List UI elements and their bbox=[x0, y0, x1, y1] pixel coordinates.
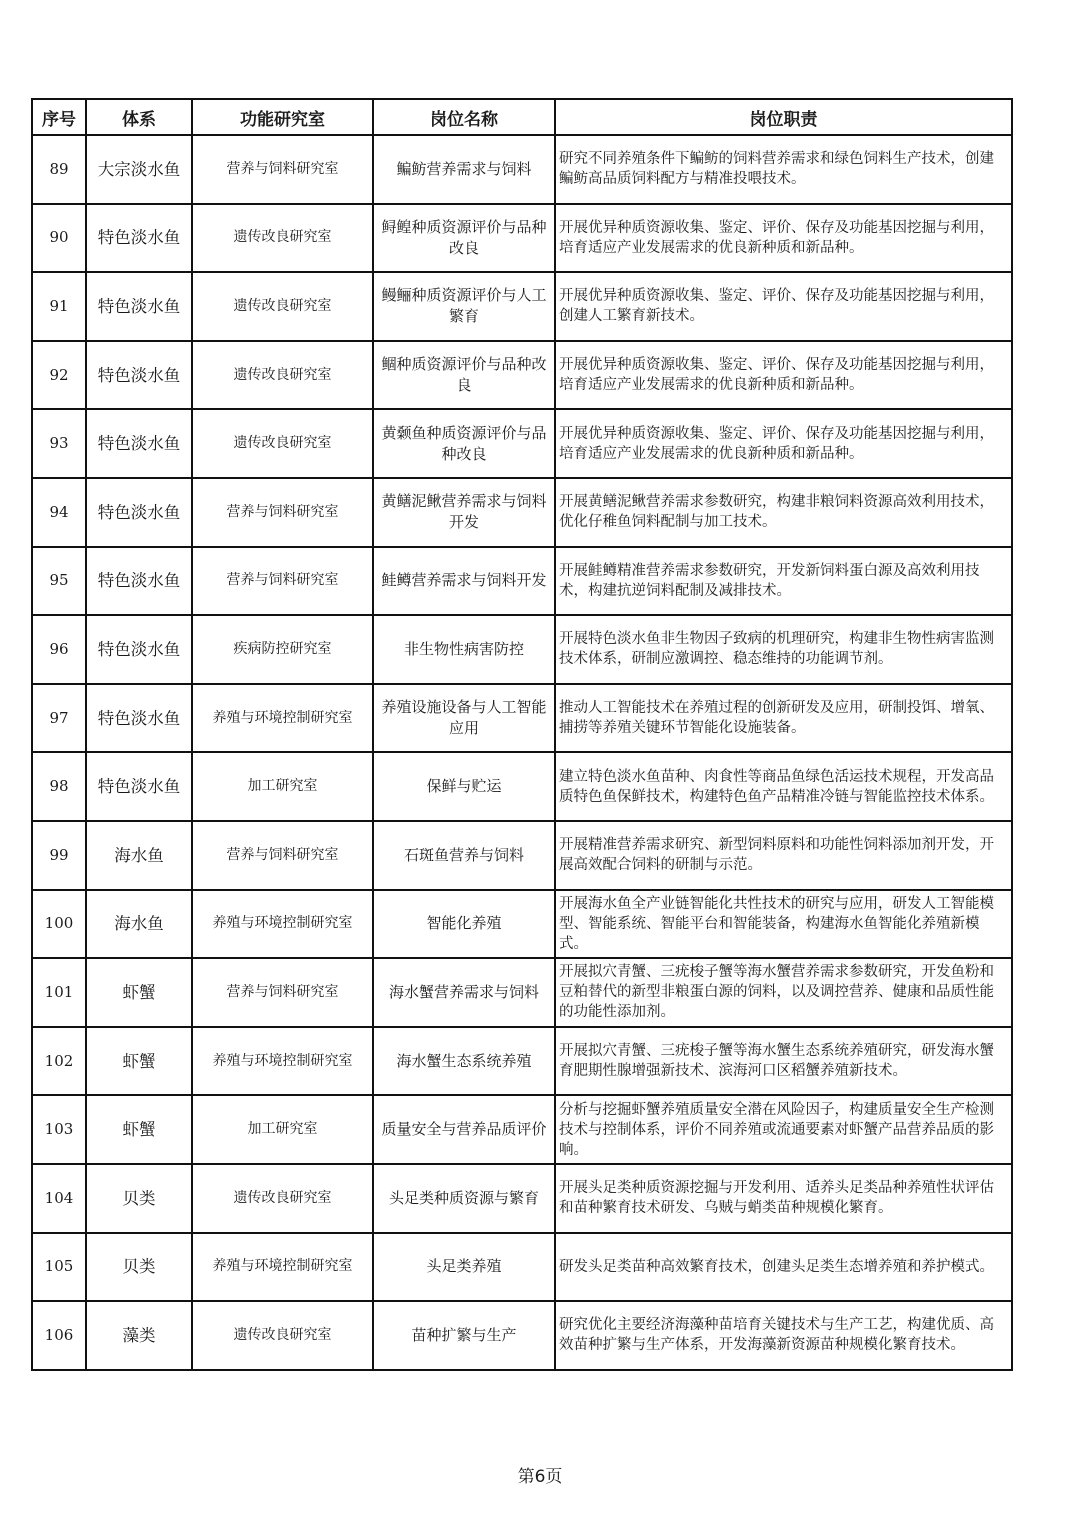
page-number: 第6页 bbox=[517, 1467, 563, 1487]
cell-system: 贝类 bbox=[86, 1164, 192, 1233]
table-row bbox=[32, 684, 1012, 753]
cell-no: 98 bbox=[32, 752, 86, 821]
cell-duty: 开展优异种质资源收集、鉴定、评价、保存及功能基因挖掘与利用，创建人工繁育新技术。 bbox=[555, 272, 1012, 341]
cell-duty: 开展黄鳝泥鳅营养需求参数研究，构建非粮饲料资源高效利用技术，优化仔稚鱼饲料配制与加工技术。 bbox=[555, 478, 1012, 547]
cell-no: 92 bbox=[32, 341, 86, 410]
cell-lab: 加工研究室 bbox=[192, 752, 373, 821]
cell-position: 黄颡鱼种质资源评价与品种改良 bbox=[373, 409, 555, 478]
cell-lab: 营养与饲料研究室 bbox=[192, 478, 373, 547]
cell-position: 鲴种质资源评价与品种改良 bbox=[373, 341, 555, 410]
table-row bbox=[32, 409, 1012, 478]
cell-lab: 营养与饲料研究室 bbox=[192, 135, 373, 204]
cell-no: 105 bbox=[32, 1233, 86, 1302]
cell-position: 鳊鲂营养需求与饲料 bbox=[373, 135, 555, 204]
cell-duty: 开展精准营养需求研究、新型饲料原料和功能性饲料添加剂开发，开展高效配合饲料的研制与示范。 bbox=[555, 821, 1012, 890]
cell-position: 质量安全与营养品质评价 bbox=[373, 1095, 555, 1164]
cell-system: 特色淡水鱼 bbox=[86, 615, 192, 684]
cell-duty: 研究不同养殖条件下鳊鲂的饲料营养需求和绿色饲料生产技术，创建鳊鲂高品质饲料配方与精准投喂技术。 bbox=[555, 135, 1012, 204]
cell-duty: 开展拟穴青蟹、三疣梭子蟹等海水蟹生态系统养殖研究，研发海水蟹育肥期性腺增强新技术、滨海河口区稻蟹养殖新技术。 bbox=[555, 1027, 1012, 1096]
cell-lab: 疾病防控研究室 bbox=[192, 615, 373, 684]
table-row bbox=[32, 958, 1012, 1027]
cell-position: 石斑鱼营养与饲料 bbox=[373, 821, 555, 890]
cell-duty: 研究优化主要经济海藻种苗培育关键技术与生产工艺，构建优质、高效苗种扩繁与生产体系，开发海藻新资源苗种规模化繁育技术。 bbox=[555, 1301, 1012, 1370]
table-row bbox=[32, 135, 1012, 204]
cell-position: 鲑鳟营养需求与饲料开发 bbox=[373, 547, 555, 616]
table-row bbox=[32, 615, 1012, 684]
cell-position: 鳗鲡种质资源评价与人工繁育 bbox=[373, 272, 555, 341]
cell-position: 海水蟹生态系统养殖 bbox=[373, 1027, 555, 1096]
cell-system: 虾蟹 bbox=[86, 1095, 192, 1164]
cell-no: 103 bbox=[32, 1095, 86, 1164]
cell-no: 93 bbox=[32, 409, 86, 478]
cell-lab: 遗传改良研究室 bbox=[192, 272, 373, 341]
cell-position: 养殖设施设备与人工智能应用 bbox=[373, 684, 555, 753]
table-row bbox=[32, 1027, 1012, 1096]
positions-table bbox=[31, 98, 1013, 1371]
cell-position: 头足类种质资源与繁育 bbox=[373, 1164, 555, 1233]
table-row bbox=[32, 547, 1012, 616]
cell-no: 95 bbox=[32, 547, 86, 616]
cell-position: 非生物性病害防控 bbox=[373, 615, 555, 684]
cell-duty: 开展优异种质资源收集、鉴定、评价、保存及功能基因挖掘与利用，培育适应产业发展需求的优良新种质和新品种。 bbox=[555, 204, 1012, 273]
table-row bbox=[32, 1095, 1012, 1164]
header-lab: 功能研究室 bbox=[192, 99, 373, 135]
cell-lab: 遗传改良研究室 bbox=[192, 1164, 373, 1233]
cell-lab: 养殖与环境控制研究室 bbox=[192, 684, 373, 753]
cell-position: 苗种扩繁与生产 bbox=[373, 1301, 555, 1370]
cell-duty: 开展头足类种质资源挖掘与开发利用、适养头足类品种养殖性状评估和苗种繁育技术研发、乌贼与蛸类苗种规模化繁育。 bbox=[555, 1164, 1012, 1233]
cell-system: 藻类 bbox=[86, 1301, 192, 1370]
cell-duty: 开展鲑鳟精准营养需求参数研究，开发新饲料蛋白源及高效利用技术，构建抗逆饲料配制及减排技术。 bbox=[555, 547, 1012, 616]
table-row bbox=[32, 204, 1012, 273]
cell-duty: 开展海水鱼全产业链智能化共性技术的研究与应用，研发人工智能模型、智能系统、智能平台和智能装备，构建海水鱼智能化养殖新模式。 bbox=[555, 890, 1012, 959]
table-row bbox=[32, 1301, 1012, 1370]
cell-system: 特色淡水鱼 bbox=[86, 204, 192, 273]
cell-system: 贝类 bbox=[86, 1233, 192, 1302]
cell-no: 94 bbox=[32, 478, 86, 547]
cell-no: 102 bbox=[32, 1027, 86, 1096]
cell-system: 特色淡水鱼 bbox=[86, 409, 192, 478]
cell-duty: 开展优异种质资源收集、鉴定、评价、保存及功能基因挖掘与利用，培育适应产业发展需求的优良新种质和新品种。 bbox=[555, 409, 1012, 478]
cell-no: 106 bbox=[32, 1301, 86, 1370]
cell-duty: 建立特色淡水鱼苗种、肉食性等商品鱼绿色活运技术规程，开发高品质特色鱼保鲜技术，构建特色鱼产品精准冷链与智能监控技术体系。 bbox=[555, 752, 1012, 821]
cell-position: 海水蟹营养需求与饲料 bbox=[373, 958, 555, 1027]
cell-system: 特色淡水鱼 bbox=[86, 547, 192, 616]
cell-no: 89 bbox=[32, 135, 86, 204]
header-position: 岗位名称 bbox=[373, 99, 555, 135]
cell-lab: 遗传改良研究室 bbox=[192, 409, 373, 478]
cell-lab: 营养与饲料研究室 bbox=[192, 821, 373, 890]
cell-system: 特色淡水鱼 bbox=[86, 272, 192, 341]
header-duty: 岗位职责 bbox=[555, 99, 1012, 135]
cell-system: 虾蟹 bbox=[86, 1027, 192, 1096]
table-row bbox=[32, 341, 1012, 410]
cell-position: 保鲜与贮运 bbox=[373, 752, 555, 821]
cell-duty: 分析与挖掘虾蟹养殖质量安全潜在风险因子，构建质量安全生产检测技术与控制体系，评价不同养殖或流通要素对虾蟹产品营养品质的影响。 bbox=[555, 1095, 1012, 1164]
cell-lab: 养殖与环境控制研究室 bbox=[192, 1233, 373, 1302]
cell-system: 特色淡水鱼 bbox=[86, 684, 192, 753]
cell-lab: 养殖与环境控制研究室 bbox=[192, 1027, 373, 1096]
cell-no: 104 bbox=[32, 1164, 86, 1233]
cell-system: 海水鱼 bbox=[86, 890, 192, 959]
cell-lab: 营养与饲料研究室 bbox=[192, 958, 373, 1027]
cell-duty: 开展拟穴青蟹、三疣梭子蟹等海水蟹营养需求参数研究，开发鱼粉和豆粕替代的新型非粮蛋白源的饲料，以及调控营养、健康和品质性能的功能性添加剂。 bbox=[555, 958, 1012, 1027]
cell-no: 101 bbox=[32, 958, 86, 1027]
cell-system: 虾蟹 bbox=[86, 958, 192, 1027]
cell-lab: 遗传改良研究室 bbox=[192, 1301, 373, 1370]
cell-lab: 遗传改良研究室 bbox=[192, 204, 373, 273]
table-row bbox=[32, 890, 1012, 959]
cell-system: 海水鱼 bbox=[86, 821, 192, 890]
table-row bbox=[32, 478, 1012, 547]
table-header-row bbox=[32, 99, 1012, 135]
cell-position: 黄鳝泥鳅营养需求与饲料开发 bbox=[373, 478, 555, 547]
table-row bbox=[32, 1233, 1012, 1302]
cell-no: 99 bbox=[32, 821, 86, 890]
cell-position: 智能化养殖 bbox=[373, 890, 555, 959]
cell-system: 特色淡水鱼 bbox=[86, 478, 192, 547]
cell-system: 特色淡水鱼 bbox=[86, 341, 192, 410]
header-system: 体系 bbox=[86, 99, 192, 135]
cell-duty: 开展特色淡水鱼非生物因子致病的机理研究，构建非生物性病害监测技术体系，研制应激调控、稳态维持的功能调节剂。 bbox=[555, 615, 1012, 684]
cell-no: 90 bbox=[32, 204, 86, 273]
cell-position: 头足类养殖 bbox=[373, 1233, 555, 1302]
cell-duty: 研发头足类苗种高效繁育技术，创建头足类生态增养殖和养护模式。 bbox=[555, 1233, 1012, 1302]
table-body bbox=[32, 135, 1012, 1370]
table-row bbox=[32, 821, 1012, 890]
cell-lab: 养殖与环境控制研究室 bbox=[192, 890, 373, 959]
table-row bbox=[32, 752, 1012, 821]
cell-no: 97 bbox=[32, 684, 86, 753]
cell-duty: 推动人工智能技术在养殖过程的创新研发及应用，研制投饵、增氧、捕捞等养殖关键环节智能化设施装备。 bbox=[555, 684, 1012, 753]
cell-system: 特色淡水鱼 bbox=[86, 752, 192, 821]
cell-lab: 营养与饲料研究室 bbox=[192, 547, 373, 616]
cell-no: 91 bbox=[32, 272, 86, 341]
cell-lab: 遗传改良研究室 bbox=[192, 341, 373, 410]
table-row bbox=[32, 272, 1012, 341]
cell-no: 100 bbox=[32, 890, 86, 959]
cell-system: 大宗淡水鱼 bbox=[86, 135, 192, 204]
table-row bbox=[32, 1164, 1012, 1233]
header-no: 序号 bbox=[32, 99, 86, 135]
cell-no: 96 bbox=[32, 615, 86, 684]
cell-lab: 加工研究室 bbox=[192, 1095, 373, 1164]
cell-duty: 开展优异种质资源收集、鉴定、评价、保存及功能基因挖掘与利用，培育适应产业发展需求的优良新种质和新品种。 bbox=[555, 341, 1012, 410]
cell-position: 鲟鳇种质资源评价与品种改良 bbox=[373, 204, 555, 273]
